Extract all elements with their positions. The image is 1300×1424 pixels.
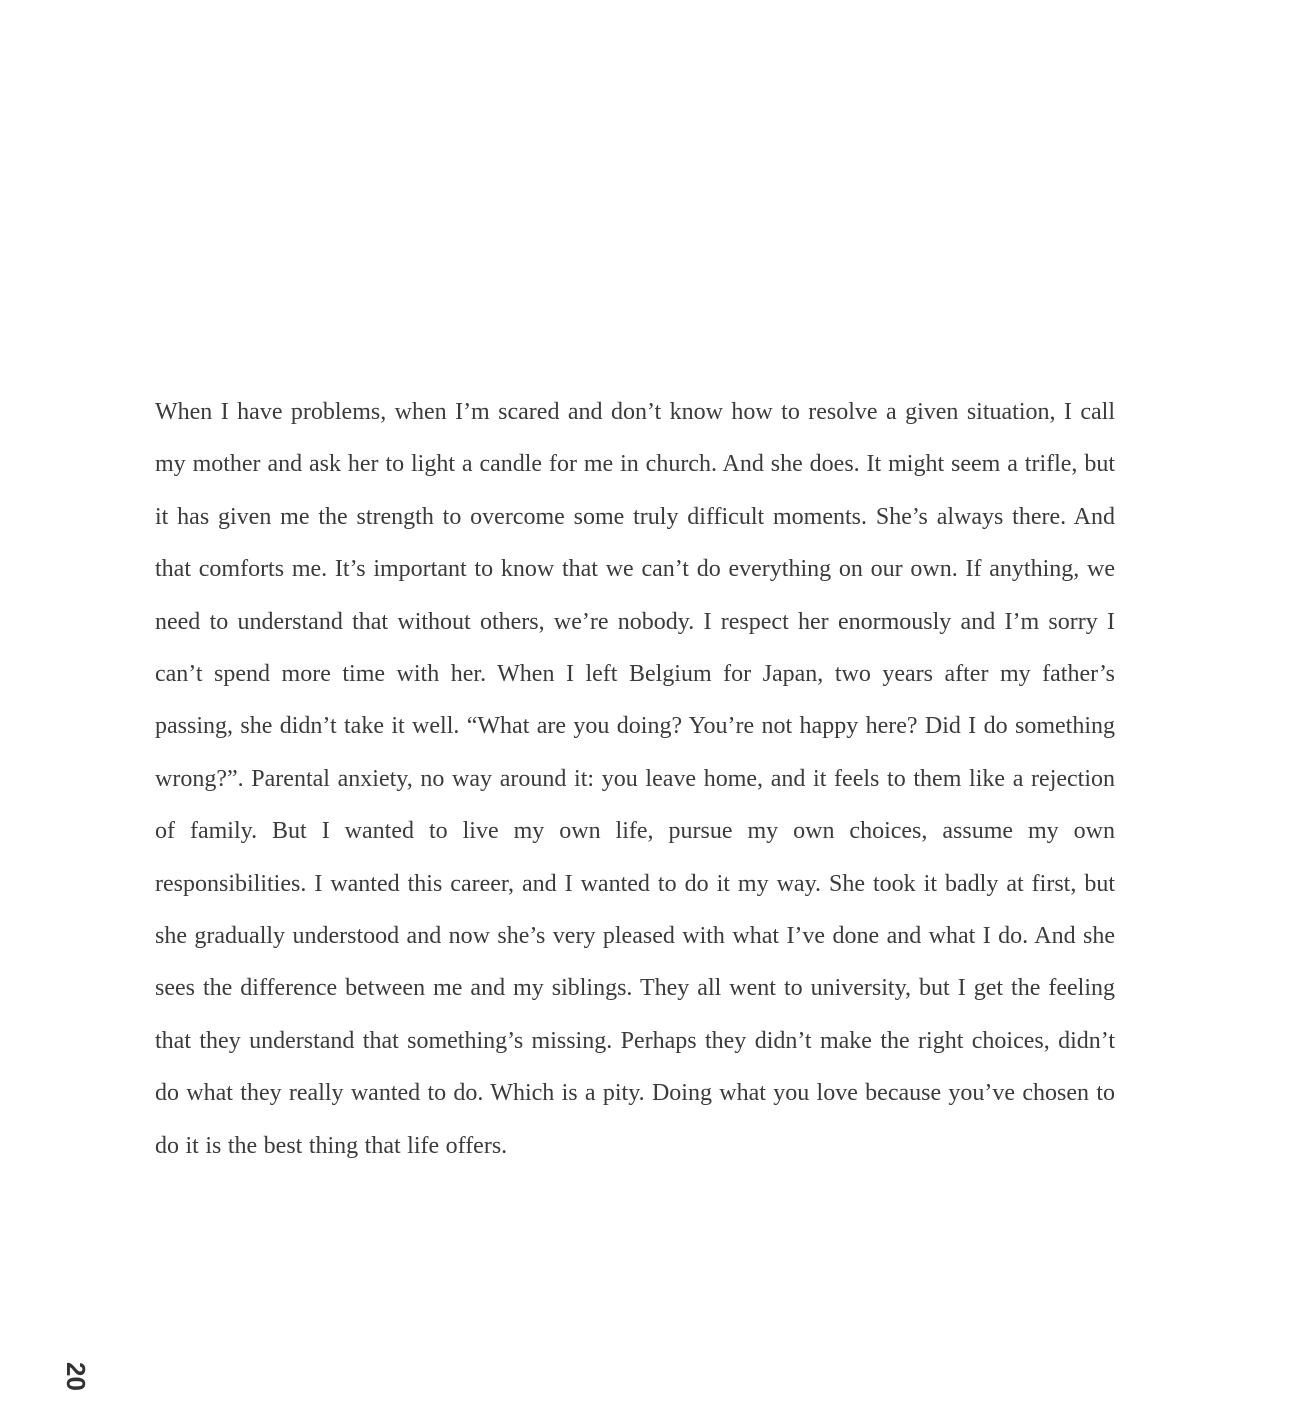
page-number: 20 bbox=[61, 1362, 91, 1391]
body-paragraph: When I have problems, when I’m scared and don’t know how to resolve a given situation, I call my mother and ask her to light a candle for me in church. And she does. It might seem a trifle, but it has given me the strength to overcome some truly difficult moments. She’s always there. And that comforts me. It’s important to know that we can’t do everything on our own. If anything, we need to understand that without others, we’re nobody. I respect her enormously and I’m sorry I can’t spend more time with her. When I left Belgium for Japan, two years after my father’s passing, she didn’t take it well. “What are you doing? You’re not happy here? Did I do something wrong?”. Parental anxiety, no way around it: you leave home, and it feels to them like a rejection of family. But I wanted to live my own life, pursue my own choices, assume my own responsibilities. I wanted this career, and I wanted to do it my way. She took it badly at first, but she gradually understood and now she’s very pleased with what I’ve done and what I do. And she sees the difference between me and my siblings. They all went to university, but I get the feeling that they understand that something’s missing. Perhaps they didn’t make the right choices, didn’t do what they really wanted to do. Which is a pity. Doing what you love because you’ve chosen to do it is the best thing that life offers. bbox=[155, 399, 1115, 1159]
